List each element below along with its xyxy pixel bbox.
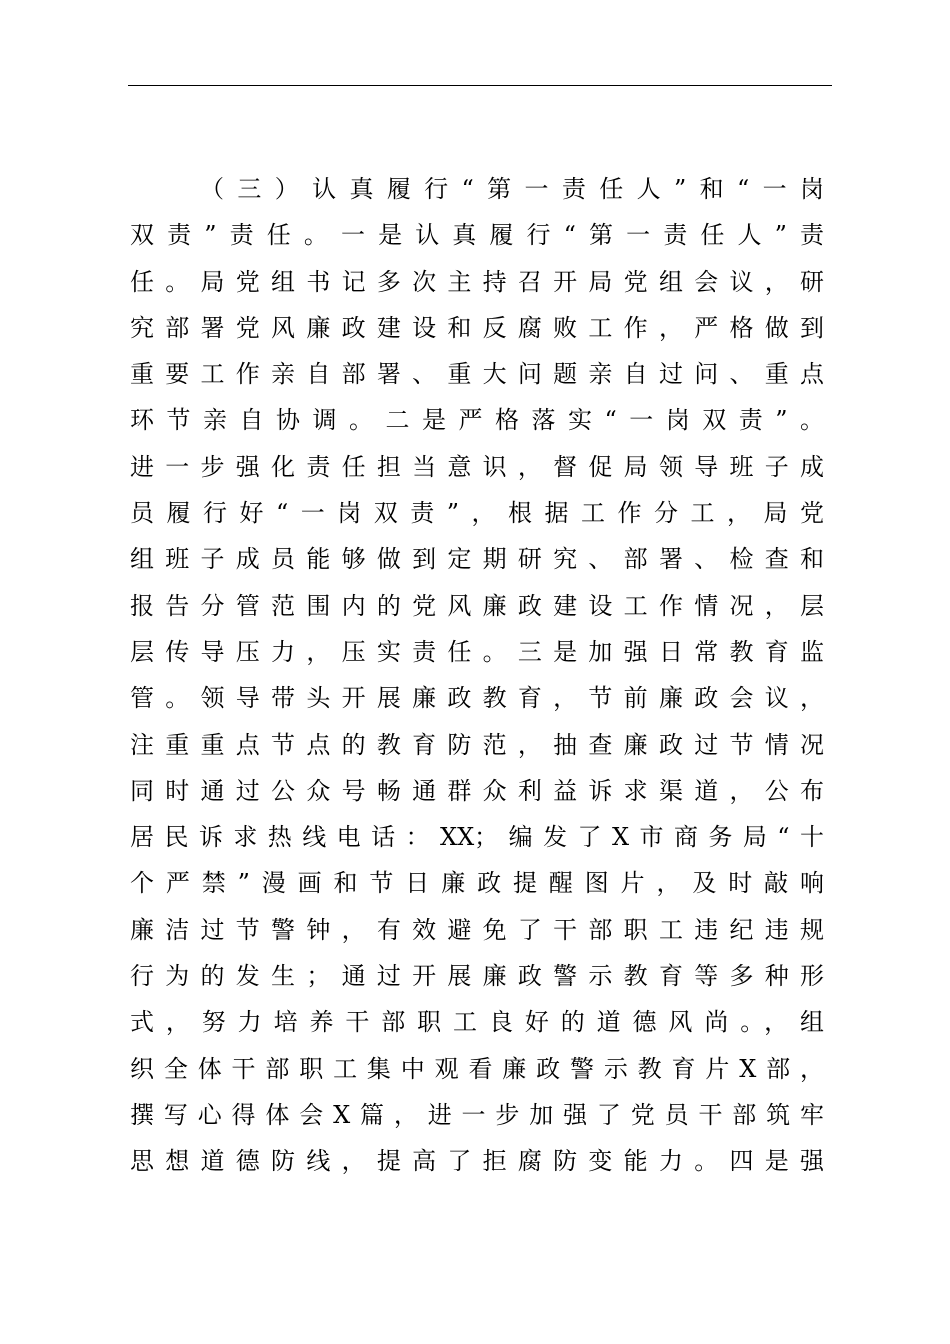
text-line-14: 同时通过公众号畅通群众利益诉求渠道，公布 <box>130 776 824 805</box>
text-line-6: 环节亲自协调。二是严格落实“一岗双责”。 <box>130 406 824 435</box>
text-line-10: 报告分管范围内的党风廉政建设工作情况，层 <box>130 591 824 620</box>
text-line-19: 式，努力培养干部职工良好的道德风尚。，组 <box>130 1008 824 1037</box>
text-line-4: 究部署党风廉政建设和反腐败工作，严格做到 <box>130 313 824 342</box>
document-body <box>130 166 824 1185</box>
text-line-13: 注重重点节点的教育防范，抽查廉政过节情况 <box>130 730 824 759</box>
text-line-16: 个严禁”漫画和节日廉政提醒图片，及时敲响 <box>130 869 824 898</box>
text-line-20: 织全体干部职工集中观看廉政警示教育片X部， <box>130 1054 824 1083</box>
text-line-22: 思想道德防线，提高了拒腐防变能力。四是强 <box>130 1147 824 1176</box>
text-line-2: 双责”责任。一是认真履行“第一责任人”责 <box>130 221 824 250</box>
text-line-18: 行为的发生；通过开展廉政警示教育等多种形 <box>130 962 824 991</box>
text-line-21: 撰写心得体会X篇，进一步加强了党员干部筑牢 <box>130 1100 824 1129</box>
text-line-11: 层传导压力，压实责任。三是加强日常教育监 <box>130 637 824 666</box>
text-line-1: （三）认真履行“第一责任人”和“一岗 <box>200 175 824 203</box>
text-line-7: 进一步强化责任担当意识，督促局领导班子成 <box>130 452 824 481</box>
text-line-9: 组班子成员能够做到定期研究、部署、检查和 <box>130 545 824 574</box>
text-line-8: 员履行好“一岗双责”，根据工作分工，局党 <box>130 499 824 528</box>
text-line-3: 任。局党组书记多次主持召开局党组会议，研 <box>130 267 824 296</box>
text-line-5: 重要工作亲自部署、重大问题亲自过问、重点 <box>130 360 824 389</box>
text-line-12: 管。领导带头开展廉政教育，节前廉政会议， <box>130 684 824 713</box>
text-line-17: 廉洁过节警钟，有效避免了干部职工违纪违规 <box>130 915 824 944</box>
header-rule <box>128 85 832 86</box>
text-line-15: 居民诉求热线电话：XX；编发了X市商务局“十 <box>130 823 824 852</box>
